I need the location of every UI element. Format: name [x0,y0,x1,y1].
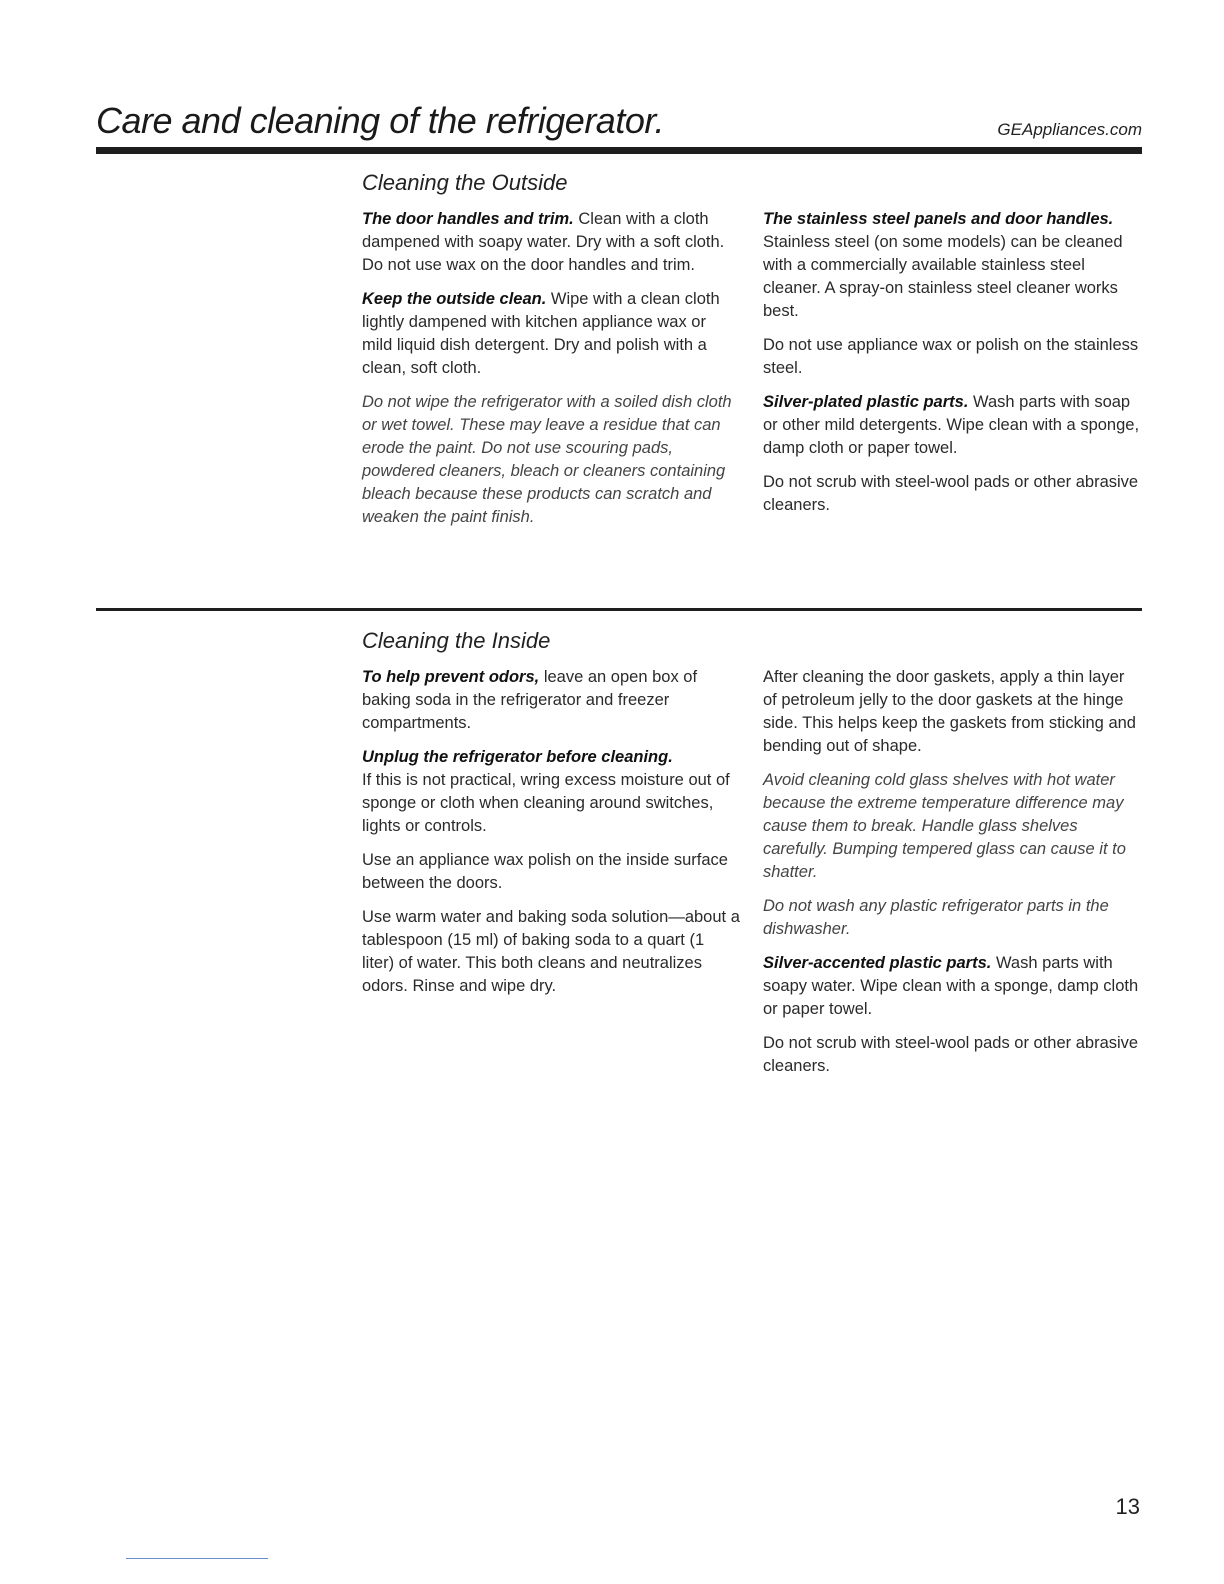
unplug-lead: Unplug the refrigerator before cleaning. [362,748,673,766]
glass-caution: Avoid cleaning cold glass shelves with hot water because the extreme temperature difference may cause them to break. Handle glass shelves carefully. Bumping tempered glass can cause it to shatter. [763,771,1126,881]
stainless-text: Stainless steel (on some models) can be cleaned with a commercially available stainless steel cleaner. A spray-on stainless steel cleaner works best. [763,233,1123,320]
silver-plated-lead: Silver-plated plastic parts. [763,393,969,411]
silver-accented-text: Wash parts with soapy water. Wipe clean with a sponge, damp cloth or paper towel. [763,954,1139,1018]
odors-lead: To help prevent odors, [362,668,540,686]
odors-text: leave an open box of baking soda in the refrigerator and freezer compartments. [362,668,698,732]
page-number: 13 [1115,1494,1140,1519]
door-handles-text: Clean with a cloth dampened with soapy water. Dry with a soft cloth. Do not use wax on the door handles and trim. [362,210,725,274]
silver-plated-text: Wash parts with soap or other mild detergents. Wipe clean with a sponge, damp cloth or paper towel. [763,393,1140,457]
outside-no-scrub-paragraph: Do not scrub with steel-wool pads or other abrasive cleaners. [763,473,1139,514]
section-heading-inside: Cleaning the Inside [362,628,551,653]
gaskets-paragraph: After cleaning the door gaskets, apply a thin layer of petroleum jelly to the door gaskets at the hinge side. This helps keep the gaskets from sticking and bending out of shape. [763,668,1136,755]
dishwasher-caution: Do not wash any plastic refrigerator parts in the dishwasher. [763,897,1109,938]
keep-clean-lead: Keep the outside clean. [362,290,547,308]
silver-plated-paragraph [763,391,1141,460]
odors-paragraph [362,666,740,735]
silver-accented-lead: Silver-accented plastic parts. [763,954,992,972]
keep-clean-text: Wipe with a clean cloth lightly dampened with kitchen appliance wax or mild liquid dish detergent. Dry and polish with a clean, soft cloth. [362,290,720,377]
silver-accented-paragraph [763,952,1141,1021]
keep-clean-paragraph [362,288,740,380]
inside-right-column [763,666,1141,1089]
no-wax-paragraph: Do not use appliance wax or polish on the stainless steel. [763,336,1139,377]
unplug-paragraph [362,746,740,838]
footer-line [126,1558,268,1559]
wax-polish-paragraph: Use an appliance wax polish on the inside surface between the doors. [362,851,728,892]
unplug-text: If this is not practical, wring excess moisture out of sponge or cloth when cleaning around switches, lights or controls. [362,771,730,835]
site-url: GEAppliances.com [997,120,1142,139]
warm-water-paragraph: Use warm water and baking soda solution—about a tablespoon (15 ml) of baking soda to a quart (1 liter) of water. This both cleans and neutralizes odors. Rinse and wipe dry. [362,908,740,995]
page-title: Care and cleaning of the refrigerator. [96,100,665,141]
section-heading-outside: Cleaning the Outside [362,170,568,195]
header-rule [96,147,1142,154]
door-handles-lead: The door handles and trim. [362,210,574,228]
outside-left-column [362,208,740,540]
outside-caution: Do not wipe the refrigerator with a soiled dish cloth or wet towel. These may leave a residue that can erode the paint. Do not use scouring pads, powdered cleaners, bleach or cleaners containing bleach because these products can scratch and weaken the paint finish. [362,393,732,526]
outside-right-column [763,208,1141,528]
section-divider [96,608,1142,611]
inside-left-column [362,666,740,1009]
stainless-paragraph [763,208,1141,323]
door-handles-paragraph [362,208,740,277]
stainless-lead: The stainless steel panels and door handles. [763,210,1114,228]
inside-no-scrub-paragraph: Do not scrub with steel-wool pads or other abrasive cleaners. [763,1034,1139,1075]
